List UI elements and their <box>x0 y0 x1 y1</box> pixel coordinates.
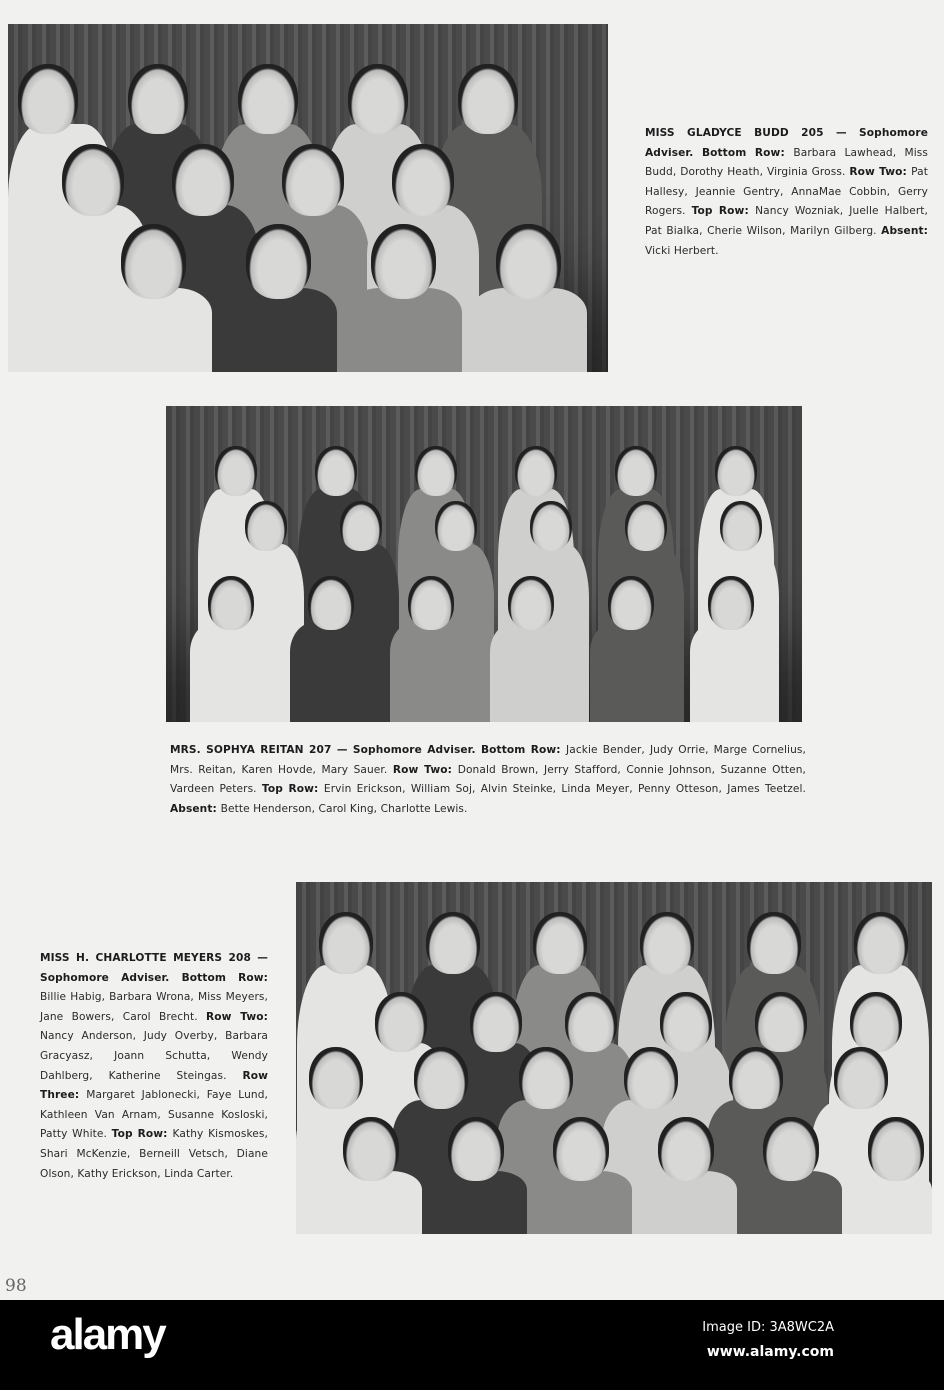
caption-heading-text: MRS. SOPHYA REITAN 207 — Sophomore Adviser. Bottom Row: <box>170 744 567 756</box>
website-link[interactable]: www.alamy.com <box>706 1344 834 1360</box>
caption-room-207 <box>170 741 806 819</box>
group-photo-room-205 <box>8 24 608 372</box>
caption-heading-text: Top Row: <box>261 783 324 796</box>
caption-names-text: Margaret Jablonecki, Faye Lund, Kathleen Van Arnam, Susanne Kosloski, Patty White. <box>40 1089 268 1141</box>
caption-room-205 <box>645 124 928 261</box>
caption-heading-text: MISS H. CHARLOTTE MEYERS 208 — Sophomore Adviser. Bottom Row: <box>40 952 268 984</box>
caption-heading-text: Row Three: <box>40 1069 268 1102</box>
watermark-footer <box>0 1300 944 1390</box>
caption-names-text: Donald Brown, Jerry Stafford, Connie Johnson, Suzanne Otten, Vardeen Peters. <box>170 763 806 796</box>
page-number: 98 <box>5 1276 27 1296</box>
caption-heading-text: Row Two: <box>849 166 912 179</box>
group-photo-room-208 <box>296 882 932 1234</box>
caption-heading-text: Row Two: <box>392 763 458 776</box>
caption-names-text: Jackie Bender, Judy Orrie, Marge Cornelius, Mrs. Reitan, Karen Hovde, Mary Sauer. <box>170 744 806 776</box>
caption-room-208 <box>40 949 268 1184</box>
caption-heading-text: Row Two: <box>206 1010 268 1023</box>
caption-heading-text: MISS GLADYCE BUDD 205 — Sophomore Adviser. Bottom Row: <box>645 127 928 159</box>
caption-names-text: Barbara Lawhead, Miss Budd, Dorothy Heath, Virginia Gross. <box>645 146 929 179</box>
caption-names-text: Bette Henderson, Carol King, Charlotte Lewis. <box>220 802 468 815</box>
caption-heading-text: Top Row: <box>691 205 756 218</box>
caption-heading-text: Absent: <box>170 802 221 815</box>
caption-names-text: Billie Habig, Barbara Wrona, Miss Meyers, Jane Bowers, Carol Brecht. <box>40 991 268 1023</box>
caption-names-text: Nancy Anderson, Judy Overby, Barbara Gracyasz, Joann Schutta, Wendy Dahlberg, Katherine Steingas. <box>40 1030 268 1082</box>
alamy-logo: alamy <box>50 1310 165 1359</box>
caption-names-text: Ervin Erickson, William Soj, Alvin Steinke, Linda Meyer, Penny Otteson, James Teetzel. <box>323 783 806 796</box>
caption-names-text: Vicki Herbert. <box>645 244 719 257</box>
group-photo-room-207 <box>166 406 802 722</box>
caption-heading-text: Absent: <box>881 224 928 237</box>
caption-heading-text: Top Row: <box>111 1128 173 1141</box>
caption-names-text: Kathy Kismoskes, Shari McKenzie, Berneill Vetsch, Diane Olson, Kathy Erickson, Linda Carter. <box>40 1128 269 1180</box>
caption-names-text: Nancy Wozniak, Juelle Halbert, Pat Bialka, Cherie Wilson, Marilyn Gilberg. <box>645 205 928 237</box>
caption-names-text: Pat Hallesy, Jeannie Gentry, AnnaMae Cobbin, Gerry Rogers. <box>645 166 928 218</box>
image-id: Image ID: 3A8WC2A <box>702 1320 834 1335</box>
